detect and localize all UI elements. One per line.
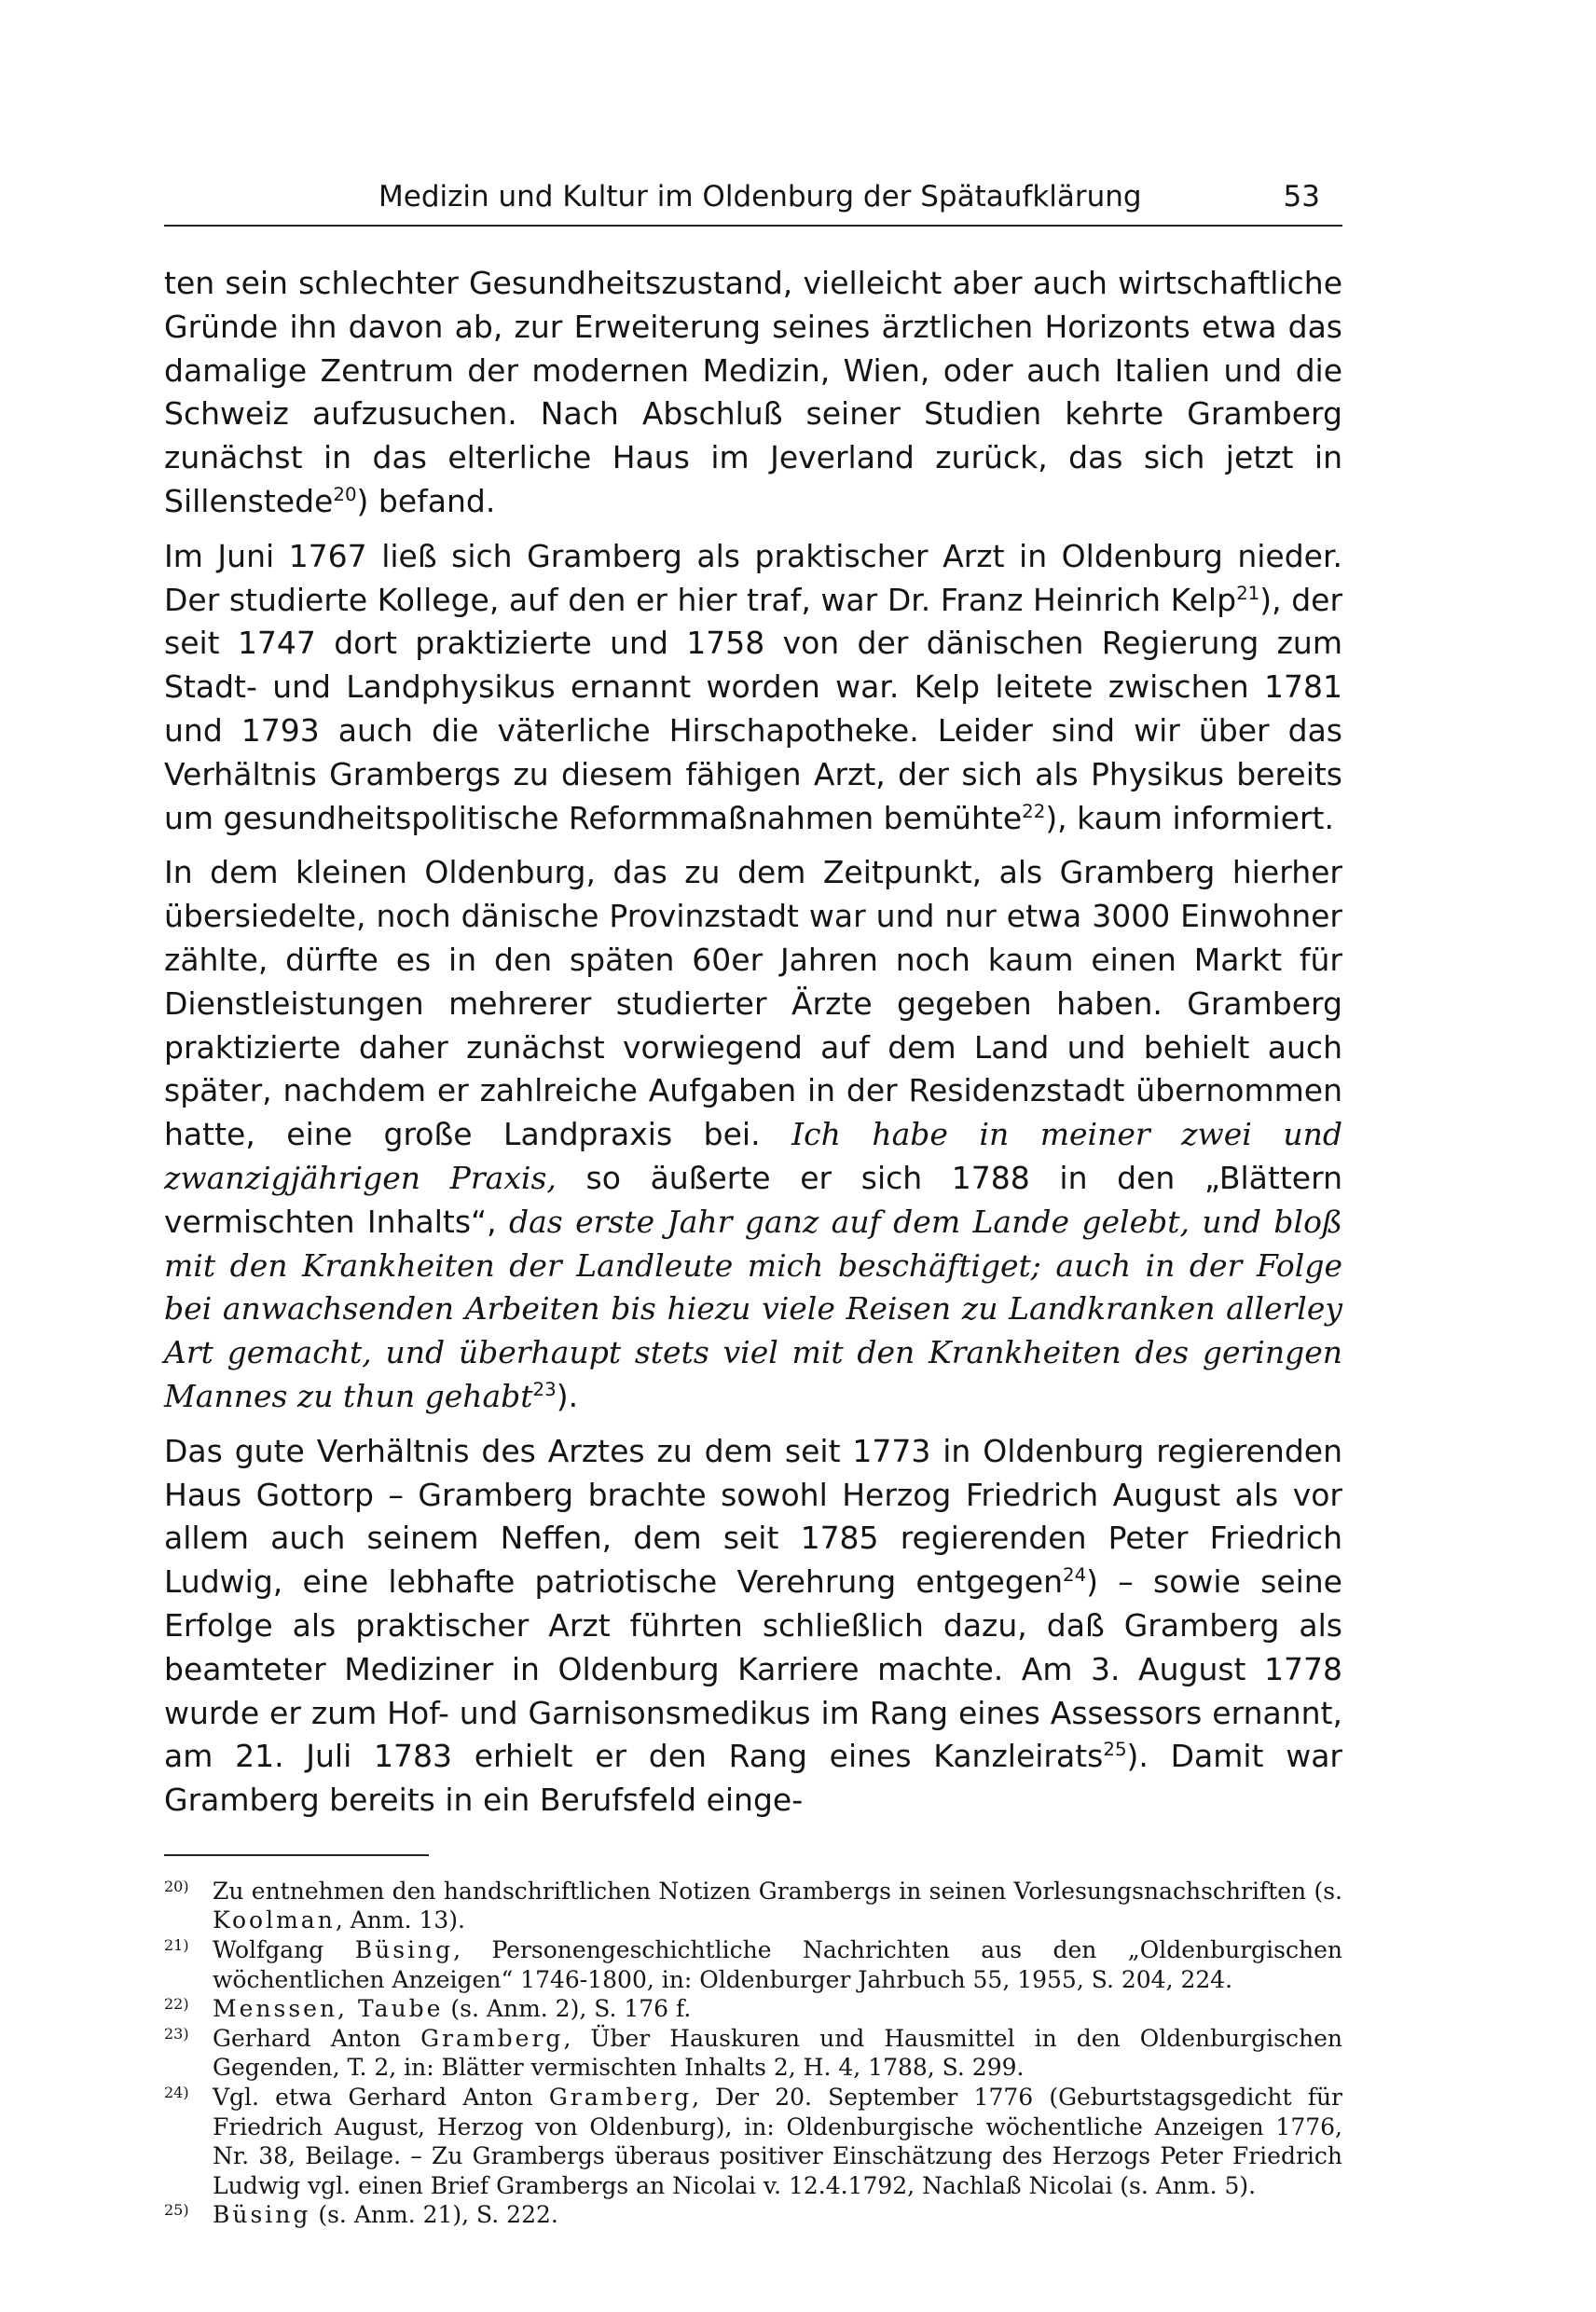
paragraph: Im Juni 1767 ließ sich Gramberg als praktischer Arzt in Oldenburg nieder. Der studierte Kollege, auf den er hier traf, war Dr. Franz Heinrich Kelp$^{21}$), der seit 1747 dort praktizierte und 1758 von der dänischen Regierung zum Stadt- und Landphysikus ernannt worden war. Kelp leitete zwischen 1781 und 1793 auch die väterliche Hirschapotheke. Leider sind wir über das Verhältnis Grambergs zu diesem fähigen Arzt, der sich als Physikus bereits um gesundheitspolitische Reformmaßnahmen bemühte$^{22}$), kaum informiert. (164, 537, 1343, 836)
footnote-mark: 22) (164, 1995, 189, 2014)
quotation: Ich habe in meiner zwei und zwanzigjährigen Praxis, (164, 1116, 1342, 1196)
footnote: 24) Vgl. etwa Gerhard Anton Gramberg, Der 20. September 1776 (Geburtstagsgedicht für Friedrich August, Herzog von Oldenburg), in: Oldenburgische wöchentliche Anzeigen 1776, Nr. 38, Beilage. – Zu Grambergs überaus positiver Einschätzung des Herzogs Peter Friedrich Ludwig vgl. einen Brief Grambergs an Nicolai v. 12.4.1792, Nachlaß Nicolai (s. Anm. 5). (164, 2084, 1342, 2199)
author-name: Koolman (213, 1906, 336, 1934)
footnote-ref: 24 (1062, 1564, 1087, 1587)
author-name: Gramberg (548, 2084, 693, 2112)
footnote-mark: 24) (164, 2084, 189, 2102)
footnote-mark: 25) (164, 2201, 189, 2220)
footnote-ref: 22 (1022, 800, 1046, 822)
footnote-mark: 21) (164, 1936, 189, 1955)
footnote-mark: 23) (164, 2024, 189, 2043)
page-number: 53 (1283, 180, 1320, 213)
footnote: 22) Menssen, Taube (s. Anm. 2), S. 176 f. (164, 1995, 692, 2023)
footnote: 25) Büsing (s. Anm. 21), S. 222. (164, 2201, 558, 2229)
author-name: Menssen, Taube (213, 1995, 444, 2023)
footnote: 20) Zu entnehmen den handschriftlichen Notizen Grambergs in seinen Vorlesungsnachschriften (s. Koolman, Anm. 13). (164, 1877, 1342, 1934)
header-rule (164, 225, 1342, 227)
footnote: 23) Gerhard Anton Gramberg, Über Hauskuren und Hausmittel in den Oldenburgischen Gegenden, T. 2, in: Blätter vermischten Inhalts 2, H. 4, 1788, S. 299. (164, 2024, 1342, 2082)
footnote-mark: 20) (164, 1877, 189, 1895)
paragraph: ten sein schlechter Gesundheitszustand, vielleicht aber auch wirtschaftliche Gründe ihn davon ab, zur Erweiterung seines ärztlichen Horizonts etwa das damalige Zentrum der modernen Medizin, Wien, oder auch Italien und die Schweiz aufzusuchen. Nach Abschluß seiner Studien kehrte Gramberg zunächst in das elterliche Haus im Jeverland zurück, das sich jetzt in Sillenstede$^{20}$) befand. (164, 265, 1342, 519)
footnote-ref: 21 (1236, 582, 1260, 604)
paragraph: In dem kleinen Oldenburg, das zu dem Zeitpunkt, als Gramberg hierher übersiedelte, noch dänische Provinzstadt war und nur etwa 3000 Einwohner zählte, dürfte es in den späten 60er Jahren noch kaum einen Markt für Dienstleistungen mehrerer studierter Ärzte gegeben haben. Gramberg praktizierte daher zunächst vorwiegend auf dem Land und behielt auch später, nachdem er zahlreiche Aufgaben in der Residenzstadt übernommen hatte, eine große Landpraxis bei. Ich habe in meiner zwei und zwanzigjährigen Praxis, so äußerte er sich 1788 in den „Blättern vermischten Inhalts“, das erste Jahr ganz auf dem Lande gelebt, und bloß mit den Krankheiten der Landleute mich beschäftiget; auch in der Folge bei anwachsenden Arbeiten bis hiezu viele Reisen zu Landkranken allerley Art gemacht, und überhaupt stets viel mit den Krankheiten des geringen Mannes zu thun gehabt$^{23}$). (164, 854, 1342, 1414)
running-title: Medizin und Kultur im Oldenburg der Spätaufklärung (378, 180, 1142, 213)
author-name: Büsing (213, 2201, 311, 2229)
quotation: das erste Jahr ganz auf dem Lande gelebt, und bloß mit den Krankheiten der Landleute mich beschäftiget; auch in der Folge bei anwachsenden Arbeiten bis hiezu viele Reisen zu Landkranken allerley Art gemacht, und überhaupt stets viel mit den Krankheiten des geringen Mannes zu thun gehabt (164, 1203, 1342, 1414)
footnote-rule (164, 1854, 429, 1856)
footnote-ref: 23 (532, 1378, 557, 1400)
author-name: Büsing (354, 1936, 454, 1964)
document-page (164, 172, 1342, 2230)
footnote-ref: 20 (333, 483, 357, 505)
author-name: Gramberg (420, 2024, 564, 2052)
footnotes (164, 1877, 1342, 2230)
footnote-ref: 25 (1103, 1739, 1127, 1761)
body-text (164, 262, 1342, 1823)
footnote: 21) Wolfgang Büsing, Personengeschichtliche Nachrichten aus den „Oldenburgischen wöchentlichen Anzeigen“ 1746-1800, in: Oldenburger Jahrbuch 55, 1955, S. 204, 224. (164, 1936, 1342, 1993)
running-header (164, 172, 1342, 225)
paragraph: Das gute Verhältnis des Arztes zu dem seit 1773 in Oldenburg regierenden Haus Gottorp – Gramberg brachte sowohl Herzog Friedrich August als vor allem auch seinem Neffen, dem seit 1785 regierenden Peter Friedrich Ludwig, eine lebhafte patriotische Verehrung entgegen$^{24}$) – sowie seine Erfolge als praktischer Arzt führten schließlich dazu, daß Gramberg als beamteter Mediziner in Oldenburg Karriere machte. Am 3. August 1778 wurde er zum Hof- und Garnisonsmedikus im Rang eines Assessors ernannt, am 21. Juli 1783 erhielt er den Rang eines Kanzleirats$^{25}$). Damit war Gramberg bereits in ein Berufsfeld einge- (164, 1432, 1342, 1819)
